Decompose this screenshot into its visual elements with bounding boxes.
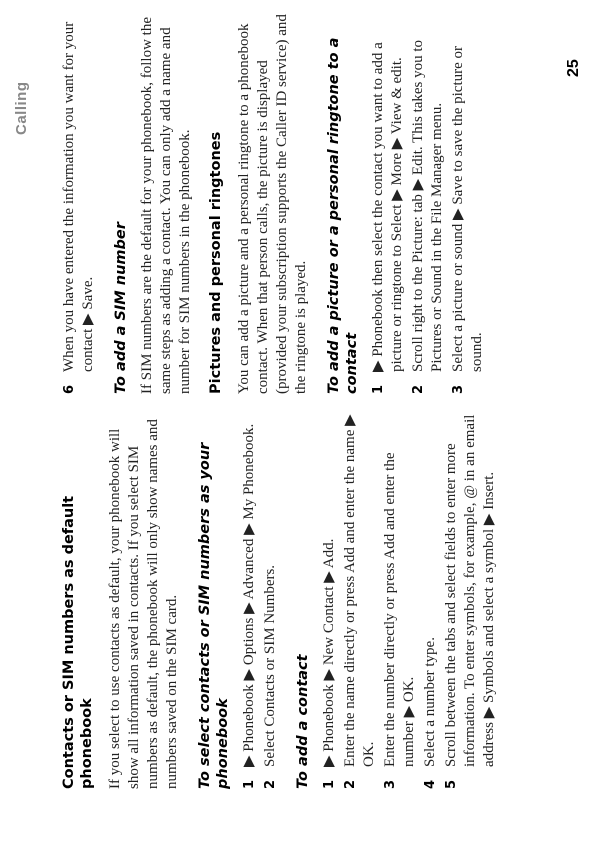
step-text: ▶ Phonebook then select the contact you want to add a picture or ringtone to Select ▶ More ▶ View & edit.	[370, 42, 405, 372]
step-text: Enter the name directly or press Add and enter the name ▶ OK.	[342, 414, 377, 767]
step-text: ▶ Phonebook ▶ Options ▶ Advanced ▶ My Phonebook.	[241, 423, 257, 767]
step-number: 3	[383, 779, 398, 789]
step-item	[449, 9, 487, 394]
step-item	[341, 404, 379, 789]
heading-add-contact: To add a contact	[295, 654, 311, 789]
left-column	[60, 404, 509, 789]
step-number: 1	[242, 779, 257, 789]
step-item	[60, 9, 98, 394]
step-text: Scroll between the tabs and select fields to enter more information. To enter symbols, for example, @ in an email address ▶ Symbols and select a symbol ▶ Insert.	[443, 414, 497, 767]
step-text: Enter the number directly or press Add and enter the number ▶ OK.	[382, 452, 417, 767]
paragraph-pictures: You can add a picture and a personal ringtone to a phonebook contact. When that person calls, the picture is displayed (provided your subscription supports the Caller ID service) and the ringtone is played.	[236, 14, 309, 394]
step-number: 3	[451, 384, 466, 394]
steps-add-contact	[320, 404, 499, 789]
step-number: 6	[62, 384, 77, 394]
step-number: 1	[371, 384, 386, 394]
step-text: Select Contacts or SIM Numbers.	[262, 564, 278, 767]
step-number: 4	[423, 779, 438, 789]
step-text: Select a number type.	[422, 637, 438, 767]
heading-pictures-ringtones: Pictures and personal ringtones	[208, 131, 224, 394]
step-item	[421, 404, 440, 789]
step-item	[369, 9, 407, 394]
paragraph-sim-number: If SIM numbers are the default for your phonebook, follow the same steps as adding a contact. You can only add a name and number for SIM numbers in the phonebook.	[139, 17, 193, 394]
page-number: 25	[565, 59, 582, 77]
step-item	[240, 404, 259, 789]
step-item	[442, 404, 499, 789]
step-number: 2	[263, 779, 278, 789]
heading-add-picture: To add a picture or a personal ringtone to a contact	[326, 37, 360, 394]
step-item	[320, 404, 339, 789]
step-text: Scroll right to the Picture: tab ▶ Edit. This takes you to Pictures or Sound in the File Manager menu.	[410, 39, 445, 372]
right-column	[60, 9, 497, 394]
step-item	[381, 404, 419, 789]
step-number: 5	[444, 779, 459, 789]
paragraph-contacts-sim: If you select to use contacts as default, your phonebook will show all information saved in contacts. If you select SIM numbers as default, the phonebook will only show names and numbers saved on the SIM card.	[107, 419, 180, 789]
steps-select-contacts	[240, 404, 280, 789]
step-number: 2	[411, 384, 426, 394]
steps-add-picture	[369, 9, 487, 394]
step-item	[261, 404, 280, 789]
step-number: 2	[343, 779, 358, 789]
step-number: 1	[322, 779, 337, 789]
step-text: When you have entered the information you want for your contact ▶ Save.	[61, 21, 96, 372]
heading-contacts-sim: Contacts or SIM numbers as default phonebook	[61, 495, 95, 789]
heading-select-contacts: To select contacts or SIM numbers as your phonebook	[197, 442, 231, 789]
steps-add-contact-continued	[60, 9, 98, 394]
step-text: ▶ Phonebook ▶ New Contact ▶ Add.	[321, 538, 337, 767]
step-text: Select a picture or sound ▶ Save to save the picture or sound.	[450, 45, 485, 372]
heading-add-sim-number: To add a SIM number	[113, 222, 129, 394]
step-item	[409, 9, 447, 394]
section-header: Calling	[13, 81, 30, 135]
